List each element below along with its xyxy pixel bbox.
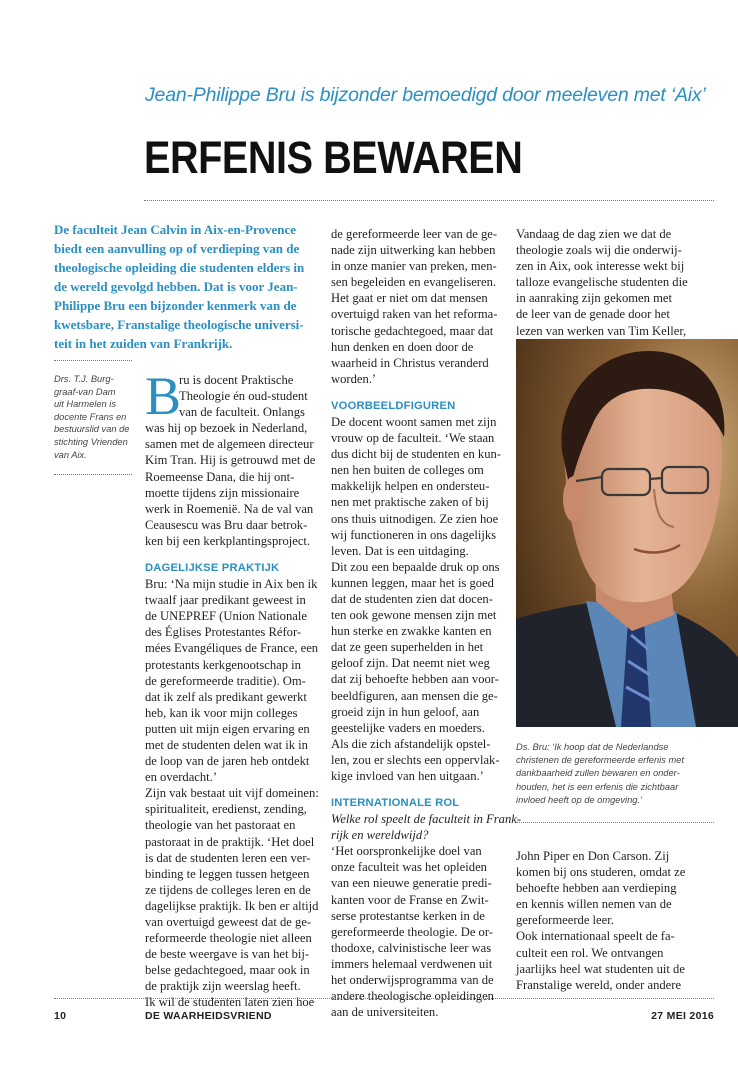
text-line: ken bij een kerkplantingsproject. (145, 533, 311, 548)
text-line: was hij op bezoek in Nederland, (145, 421, 308, 436)
text-line: de UNEPREF (Union Nationale (145, 609, 307, 624)
text-line: docente Frans en (54, 411, 127, 422)
text-line: dat ze geen superhelden in het (331, 640, 484, 655)
text-line: kunnen leggen, maar het is goed (331, 575, 494, 590)
text-line: rijk en wereldwijd? (331, 828, 429, 843)
text-line: invloed heeft op de omgeving.’ (516, 794, 643, 805)
section-heading: VOORBEELDFIGUREN (331, 399, 456, 412)
text-line: Theologie én oud-student (179, 389, 308, 404)
issue-date: 27 MEI 2016 (651, 1010, 714, 1022)
text-line: in onze manier van preken, men- (331, 259, 497, 274)
text-line: dus dicht bij de studenten en kun- (331, 447, 501, 462)
text-line: graaf-van Dam (54, 386, 116, 397)
paragraph (516, 226, 716, 339)
text-line: onze faculteit was het opleiden (331, 860, 487, 875)
text-line: geestelijke vaders en moeders. (331, 720, 485, 735)
text-line: de praktijk zijn weerslag heeft. (145, 979, 301, 994)
text-line: nade zijn uitwerking kan hebben (331, 243, 496, 258)
text-line: hun sterke en zwakke kanten en (331, 624, 492, 639)
text-line: ‘Het oorspronkelijke doel van (331, 844, 482, 859)
text-line: stichting Vrienden (54, 436, 128, 447)
text-line: teit in het zuiden van Frankrijk. (54, 336, 233, 351)
text-line: protestants kerkgenootschap in (145, 657, 301, 672)
text-line: thodoxe, calvinistische leer was (331, 940, 492, 955)
text-line: de wereld gevolgd hebben. Dat is voor Jean- (54, 279, 298, 294)
text-line: waarheid in Christus veranderd (331, 355, 489, 370)
text-line: binding te leggen tussen hetgeen (145, 866, 310, 881)
text-line: Als die zich afstandelijk opstel- (331, 736, 491, 751)
text-line: gereformeerde leer. (516, 913, 614, 928)
text-line: met de studenten delen wat ik in (145, 737, 308, 752)
text-line: talloze evangelische studenten die (516, 275, 688, 290)
text-line: twaalf jaar predikant geweest in (145, 593, 306, 608)
text-line: Vandaag de dag zien we dat de (516, 227, 672, 241)
text-line: Drs. T.J. Burg- (54, 374, 114, 384)
text-line: theologische opleiding die studenten elders in (54, 260, 305, 275)
text-line: Franstalige wereld, onder andere (516, 977, 682, 992)
text-line: de leer van de genade door het (516, 307, 670, 322)
text-line: theologie zoals wij die onderwij- (516, 243, 682, 258)
column-4-top (516, 226, 716, 339)
portrait-illustration (516, 339, 738, 727)
text-line: het onderwijsprogramma van de (331, 973, 494, 988)
text-line: van een nieuwe generatie predi- (331, 876, 492, 891)
text-line: de gereformeerde traditie). Om- (145, 673, 306, 688)
paragraph (331, 414, 509, 784)
text-line: belse gedachtegoed, maar ook in (145, 963, 310, 978)
text-line: culteit een rol. We ontvangen (516, 945, 664, 960)
text-line: bestuurslid van de (54, 424, 130, 435)
article-subtitle: Jean-Philippe Bru is bijzonder bemoedigd door meeleven met ‘Aix’ (145, 84, 706, 106)
text-line: dankbaarheid zullen bewaren en onder- (516, 768, 680, 779)
paragraph (331, 226, 509, 387)
photo-caption (516, 741, 726, 807)
text-line: nen met praktische zaken of bij (331, 495, 489, 510)
text-line: mées Evangéliques de France, een (145, 641, 319, 656)
text-line: dat zij behoefte hebben aan voor- (331, 672, 499, 687)
text-line: kige invloed van hen uitgaan.’ (331, 769, 484, 783)
text-line: en overdacht.’ (145, 770, 218, 785)
text-line: dat de studenten zien dat docen- (331, 591, 493, 606)
text-line: Welke rol speelt de faculteit in Frank- (331, 812, 522, 827)
text-line: heb, kan ik voor mijn colleges (145, 705, 298, 720)
footer-divider (54, 998, 714, 999)
text-line: behoefte hebben aan verdieping (516, 881, 677, 896)
portrait-photo (516, 339, 738, 727)
text-line: Ook internationaal speelt de fa- (516, 929, 675, 944)
paragraph (331, 843, 509, 1020)
text-line: geloof zijn. Dat neemt niet weg (331, 656, 490, 671)
text-line: len, zou er slechts een oppervlak- (331, 752, 500, 767)
text-line: dagelijkse praktijk. Ik ben er altijd (145, 898, 319, 913)
text-line: wij functioneren in ons dagelijks (331, 527, 497, 542)
article-title: ERFENIS BEWAREN (144, 132, 523, 183)
text-line: aan de universiteiten. (331, 1005, 439, 1020)
text-line: lezen van werken van Tim Keller, (516, 323, 687, 338)
text-line: spiritualiteit, eredienst, zending, (145, 802, 307, 817)
text-line: Roemeense Dana, die hij ont- (145, 469, 295, 484)
text-line: Kim Tran. Hij is getrouwd met de (145, 453, 316, 468)
text-line: andere theologische opleidingen (331, 989, 494, 1004)
text-line: serse protestantse kerken in de (331, 908, 485, 923)
text-line: theologie van het pastoraat en (145, 818, 296, 833)
text-line: groeid zijn in hun geloof, aan (331, 704, 480, 719)
column-3 (331, 226, 522, 1020)
text-line: leven. Dat is een uitdaging. (331, 543, 469, 558)
text-line: ten ook gewone mensen zijn met (331, 608, 497, 623)
text-line: ze tijdens de colleges leren en de (145, 882, 311, 897)
publication-name: DE WAARHEIDSVRIEND (145, 1010, 272, 1022)
text-line: kwetsbare, Franstalige theologische universi- (54, 317, 304, 332)
text-line: Ceausescu was Bru daar betrok- (145, 517, 308, 532)
text-line: dat ik zelf als predikant gewerkt (145, 689, 307, 704)
section-heading: DAGELIJKSE PRAKTIJK (145, 562, 280, 575)
text-line: houden, het is een erfenis die zichtbaar (516, 781, 679, 792)
text-line: pastoraat in de praktijk. ‘Het doel (145, 834, 315, 849)
text-line: Bru: ‘Na mijn studie in Aix ben ik (145, 577, 318, 592)
column-4-bottom (516, 848, 716, 993)
text-line: Het gaat er niet om dat mensen (331, 291, 488, 306)
paragraph (516, 848, 716, 993)
text-line: werk in Roemenië. Na de val van (145, 501, 314, 516)
text-line: reformeerde theologie niet alleen (145, 931, 312, 946)
text-line: des Églises Protestantes Réfor- (145, 625, 302, 640)
interview-question (331, 811, 522, 843)
text-line: gereformeerde theologie. De or- (331, 924, 493, 939)
text-line: sen begeleiden en evangeliseren. (331, 275, 497, 290)
text-line: De faculteit Jean Calvin in Aix-en-Provence (54, 222, 297, 237)
text-line: christenen de gereformeerde erfenis met (516, 755, 684, 766)
text-line: zen in Aix, ook interesse wekt bij (516, 259, 685, 274)
text-line: ons thuis uitnodigen. Ze zien hoe (331, 511, 499, 526)
text-line: torische gedachtegoed, maar dat (331, 323, 494, 338)
text-line: van de faculteit. Onlangs (179, 405, 305, 420)
text-line: Philippe Bru een bijzonder kenmerk van de (54, 298, 297, 313)
intro-paragraph (54, 220, 316, 353)
text-line: kanten voor de Franse en Zwit- (331, 892, 489, 907)
author-caption (54, 373, 136, 461)
page-number: 10 (54, 1010, 67, 1022)
text-line: De docent woont samen met zijn (331, 414, 497, 429)
caption-divider-top (54, 360, 132, 361)
text-line: John Piper en Don Carson. Zij (516, 849, 670, 863)
text-line: overtuigd raken van het reforma- (331, 307, 498, 322)
text-line: de loop van de jaren heb ontdekt (145, 754, 310, 769)
text-line: de beste weergave is van het bij- (145, 947, 310, 962)
text-line: vrouw op de faculteit. ‘We staan (331, 431, 495, 446)
section-heading: INTERNATIONALE ROL (331, 797, 460, 810)
text-line: van overtuigd geweest dat de ge- (145, 915, 312, 929)
paragraph (145, 420, 320, 549)
text-line: beeldfiguren, aan mensen die ge- (331, 688, 498, 703)
text-line: is dat de studenten leren een ver- (145, 850, 311, 865)
caption-divider-bottom (54, 474, 132, 475)
drop-cap: B (145, 366, 182, 426)
text-line: de gereformeerde leer van de ge- (331, 227, 498, 241)
opening-block (145, 366, 320, 426)
title-divider (144, 200, 714, 201)
text-line: makkelijk helpen en ondersteu- (331, 479, 490, 494)
text-line: van Aix. (54, 449, 87, 460)
text-line: Dit zou een bepaalde druk op ons (331, 559, 500, 574)
text-line: moette tijdens zijn missionaire (145, 485, 300, 500)
text-line: Ik wil de studenten laten zien hoe (145, 995, 315, 1010)
text-line: uit Harmelen is (54, 399, 117, 410)
photo-caption-divider (516, 822, 714, 823)
text-line: putten uit mijn eigen ervaring en (145, 721, 310, 736)
text-line: komen bij ons studeren, omdat ze (516, 865, 686, 880)
text-line: en kennis willen nemen van de (516, 897, 672, 912)
text-line: worden.’ (331, 371, 377, 386)
text-line: biedt een aanvulling op of verdieping van de (54, 241, 300, 256)
text-line: ru is docent Praktische (179, 373, 294, 387)
text-line: Ds. Bru: ‘Ik hoop dat de Nederlandse (516, 742, 669, 752)
column-2 (145, 366, 320, 1011)
text-line: nen hen buiten de colleges om (331, 463, 484, 478)
paragraph (145, 576, 320, 1011)
text-line: in aanraking zijn gekomen met (516, 291, 672, 306)
text-line: immers helemaal verdwenen uit (331, 956, 493, 971)
text-line: Zijn vak bestaat uit vijf domeinen: (145, 786, 319, 801)
text-line: jaarlijks heel wat studenten uit de (516, 961, 685, 976)
text-line: samen met de algemeen directeur (145, 437, 314, 452)
text-line: hun denken en doen door de (331, 339, 474, 354)
